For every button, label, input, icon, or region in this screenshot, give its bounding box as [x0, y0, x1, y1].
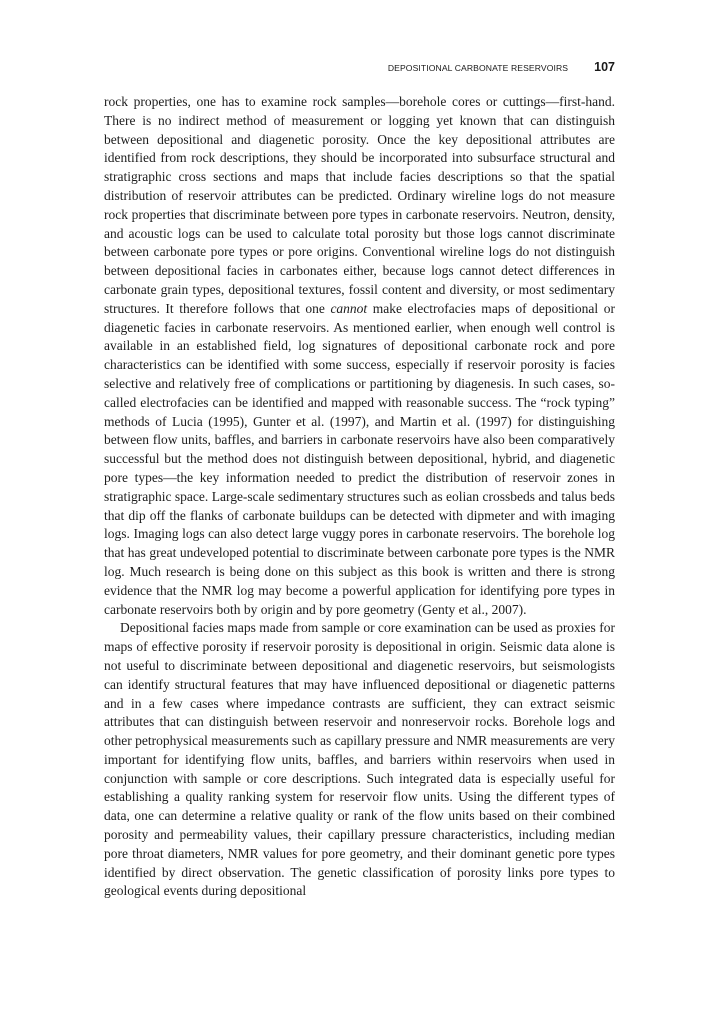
running-header	[104, 60, 615, 80]
paragraph-2: Depositional facies maps made from sample or core examination can be used as proxies for maps of effective porosity if reservoir porosity is depositional in origin. Seismic data alone is not useful to discriminate between depositional and diagenetic reservoirs, but seismologists can identify structural features that may have influenced depositional or diagenetic patterns and in a few cases where impedance contrasts are sufficient, they can extract seismic attributes that can distinguish between reservoir and nonreservoir rocks. Borehole logs and other petrophysical measurements such as capillary pressure and NMR measurements are very important for identifying flow units, baffles, and barriers within reservoirs when used in conjunction with sample or core descriptions. Such integrated data is especially useful for establishing a quality ranking system for reservoir flow units. Using the different types of data, one can determine a relative quality or rank of the flow units based on their combined porosity and permeability values, their capillary pressure characteristics, including median pore throat diameters, NMR values for pore geometry, and their dominant genetic pore types identified by direct observation. The genetic classification of porosity links pore types to geological events during depositional	[104, 620, 615, 899]
paragraph-1-part-2: make electrofacies maps of depositional or diagenetic facies in carbonate reservoirs. As mentioned earlier, when enough well control is available in an established field, log signatures of depositional carbonate rock and pore characteristics can be identified with some success, especially if reservoir porosity is facies selective and relatively free of complications or partitioning by diagenesis. In such cases, so-called electrofacies can be identified and mapped with reasonable success. The “rock typing” methods of Lucia (1995), Gunter et al. (1997), and Martin et al. (1997) for distinguishing between flow units, baffles, and barriers in carbonate reservoirs have also been comparatively successful but the method does not distinguish between depositional, hybrid, and diagenetic pore types—the key information needed to predict the distribution of reservoir zones in stratigraphic space. Large-scale sedimentary structures such as eolian crossbeds and talus beds that dip off the flanks of carbonate buildups can be detected with dipmeter and with imaging logs. Imaging logs can also detect large vuggy pores in carbonate reservoirs. The borehole log that has great undeveloped potential to discriminate between carbonate pore types is the NMR log. Much research is being done on this subject as this book is written and there is strong evidence that the NMR log may become a powerful application for identifying pore types in carbonate reservoirs both by origin and by pore geometry (Genty et al., 2007).	[104, 300, 615, 617]
body-text	[104, 93, 615, 901]
running-title: DEPOSITIONAL CARBONATE RESERVOIRS	[387, 63, 569, 73]
paragraph-1-part-1: rock properties, one has to examine rock samples—borehole cores or cuttings—first-hand. There is no indirect method of measurement or logging yet known that can distinguish between depositional and diagenetic porosity. Once the key depositional attributes are identified from rock descriptions, they should be incorporated into subsurface structural and stratigraphic cross sections and maps that include facies descriptions so that the spatial distribution of reservoir attributes can be predicted. Ordinary wireline logs do not measure rock properties that discriminate between pore types in carbonate reservoirs. Neutron, density, and acoustic logs can be used to calculate total porosity but those logs cannot discriminate between carbonate pore types or pore origins. Conventional wireline logs do not distinguish between depositional facies in carbonates either, because logs cannot detect differences in carbonate grain types, depositional textures, fossil content and diversity, or most sedimentary structures. It therefore follows that one	[104, 94, 615, 316]
emphasis-cannot: cannot	[330, 300, 368, 316]
paragraph-1	[104, 93, 615, 619]
page-number: 107	[594, 60, 615, 74]
